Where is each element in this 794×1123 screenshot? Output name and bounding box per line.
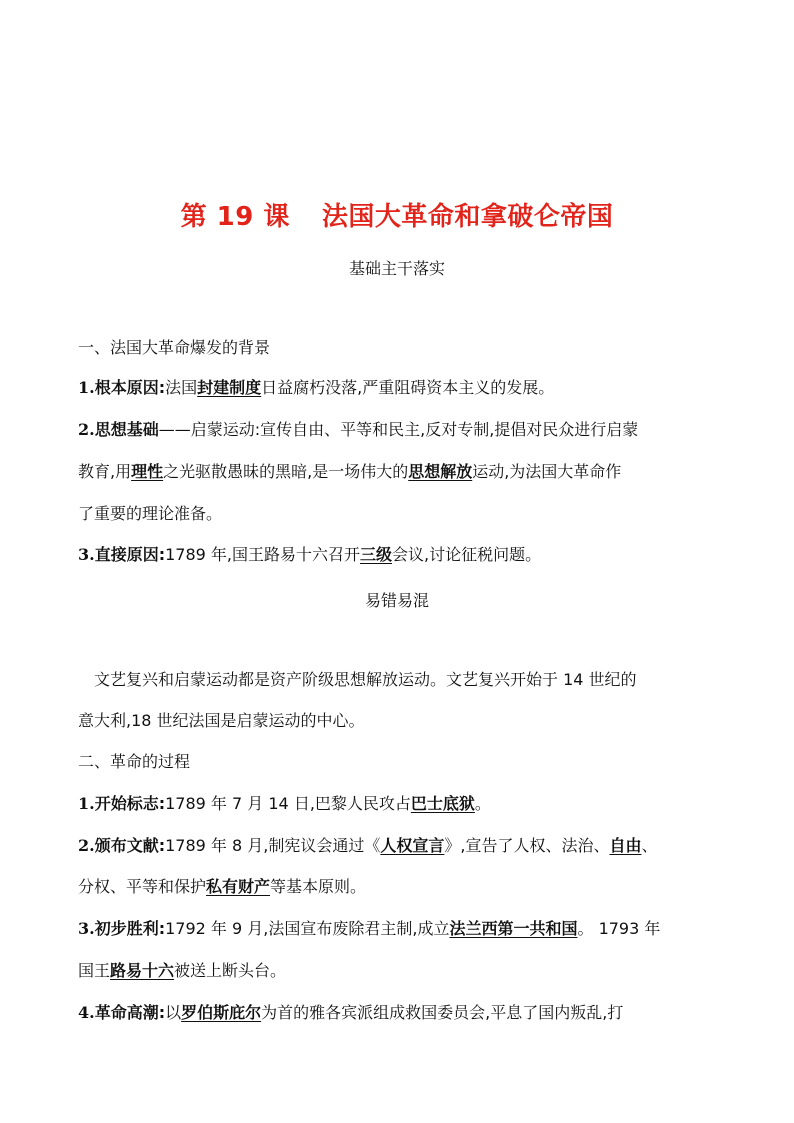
item-number: 3. <box>78 545 95 564</box>
item-number: 2. <box>78 836 95 855</box>
section2-item2-line2: 分权、平等和保护私有财产等基本原则。 <box>78 877 367 896</box>
section2-item3-line1: 3.初步胜利:1792 年 9 月,法国宣布废除君主制,成立法兰西第一共和国。 1793 年 <box>78 919 661 938</box>
key-term: 私有财产 <box>206 877 271 896</box>
section2-item2-line1: 2.颁布文献:1789 年 8 月,制宪议会通过《人权宣言》,宣告了人权、法治、自由、 <box>78 836 658 855</box>
item-number: 1. <box>78 794 95 813</box>
section2-item4: 4.革命高潮:以罗伯斯庇尔为首的雅各宾派组成救国委员会,平息了国内叛乱,打 <box>78 1003 624 1022</box>
lesson-number: 第 19 课 <box>180 202 290 232</box>
lesson-title <box>0 196 794 233</box>
item-label: 根本原因 <box>94 378 159 397</box>
section2-item3-line2: 国王路易十六被送上断头台。 <box>78 961 287 980</box>
section1-item3: 3.直接原因:1789 年,国王路易十六召开三级会议,讨论征税问题。 <box>78 545 542 564</box>
section2-heading: 二、革命的过程 <box>78 752 191 771</box>
key-term: 罗伯斯庇尔 <box>181 1003 262 1022</box>
key-term: 自由 <box>609 836 642 855</box>
section2-item1: 1.开始标志:1789 年 7 月 14 日,巴黎人民攻占巴士底狱。 <box>78 794 491 813</box>
item-number: 4. <box>78 1003 95 1022</box>
key-term: 思想解放 <box>408 462 473 481</box>
item-number: 3. <box>78 919 95 938</box>
key-term: 理性 <box>131 462 164 481</box>
item-label: 思想基础 <box>94 420 159 439</box>
note-heading: 易错易混 <box>364 591 429 610</box>
section1-item2-line3: 了重要的理论准备。 <box>78 504 223 523</box>
item-number: 2. <box>78 420 95 439</box>
item-label: 颁布文献 <box>94 836 159 855</box>
note-line2: 意大利,18 世纪法国是启蒙运动的中心。 <box>78 711 365 730</box>
key-term: 法兰西第一共和国 <box>449 919 578 938</box>
item-label: 革命高潮 <box>94 1003 159 1022</box>
section1-heading: 一、法国大革命爆发的背景 <box>78 338 271 357</box>
item-label: 开始标志 <box>94 794 159 813</box>
section-subtitle: 基础主干落实 <box>348 259 445 278</box>
key-term: 巴士底狱 <box>410 794 475 813</box>
key-term: 路易十六 <box>110 961 175 980</box>
section1-item2-line2: 教育,用理性之光驱散愚昧的黑暗,是一场伟大的思想解放运动,为法国大革命作 <box>78 462 622 481</box>
section1-item2-line1: 2.思想基础——启蒙运动:宣传自由、平等和民主,反对专制,提倡对民众进行启蒙 <box>78 420 639 439</box>
section1-item1: 1.根本原因:法国封建制度日益腐朽没落,严重阻碍资本主义的发展。 <box>78 378 555 397</box>
key-term: 封建制度 <box>197 378 262 397</box>
item-number: 1. <box>78 378 95 397</box>
note-line1: 文艺复兴和启蒙运动都是资产阶级思想解放运动。文艺复兴开始于 14 世纪的 <box>94 670 637 689</box>
item-label: 直接原因 <box>94 545 159 564</box>
item-label: 初步胜利 <box>94 919 159 938</box>
key-term: 三级 <box>360 545 393 564</box>
lesson-name: 法国大革命和拿破仑帝国 <box>321 202 614 232</box>
key-term: 人权宣言 <box>380 836 445 855</box>
